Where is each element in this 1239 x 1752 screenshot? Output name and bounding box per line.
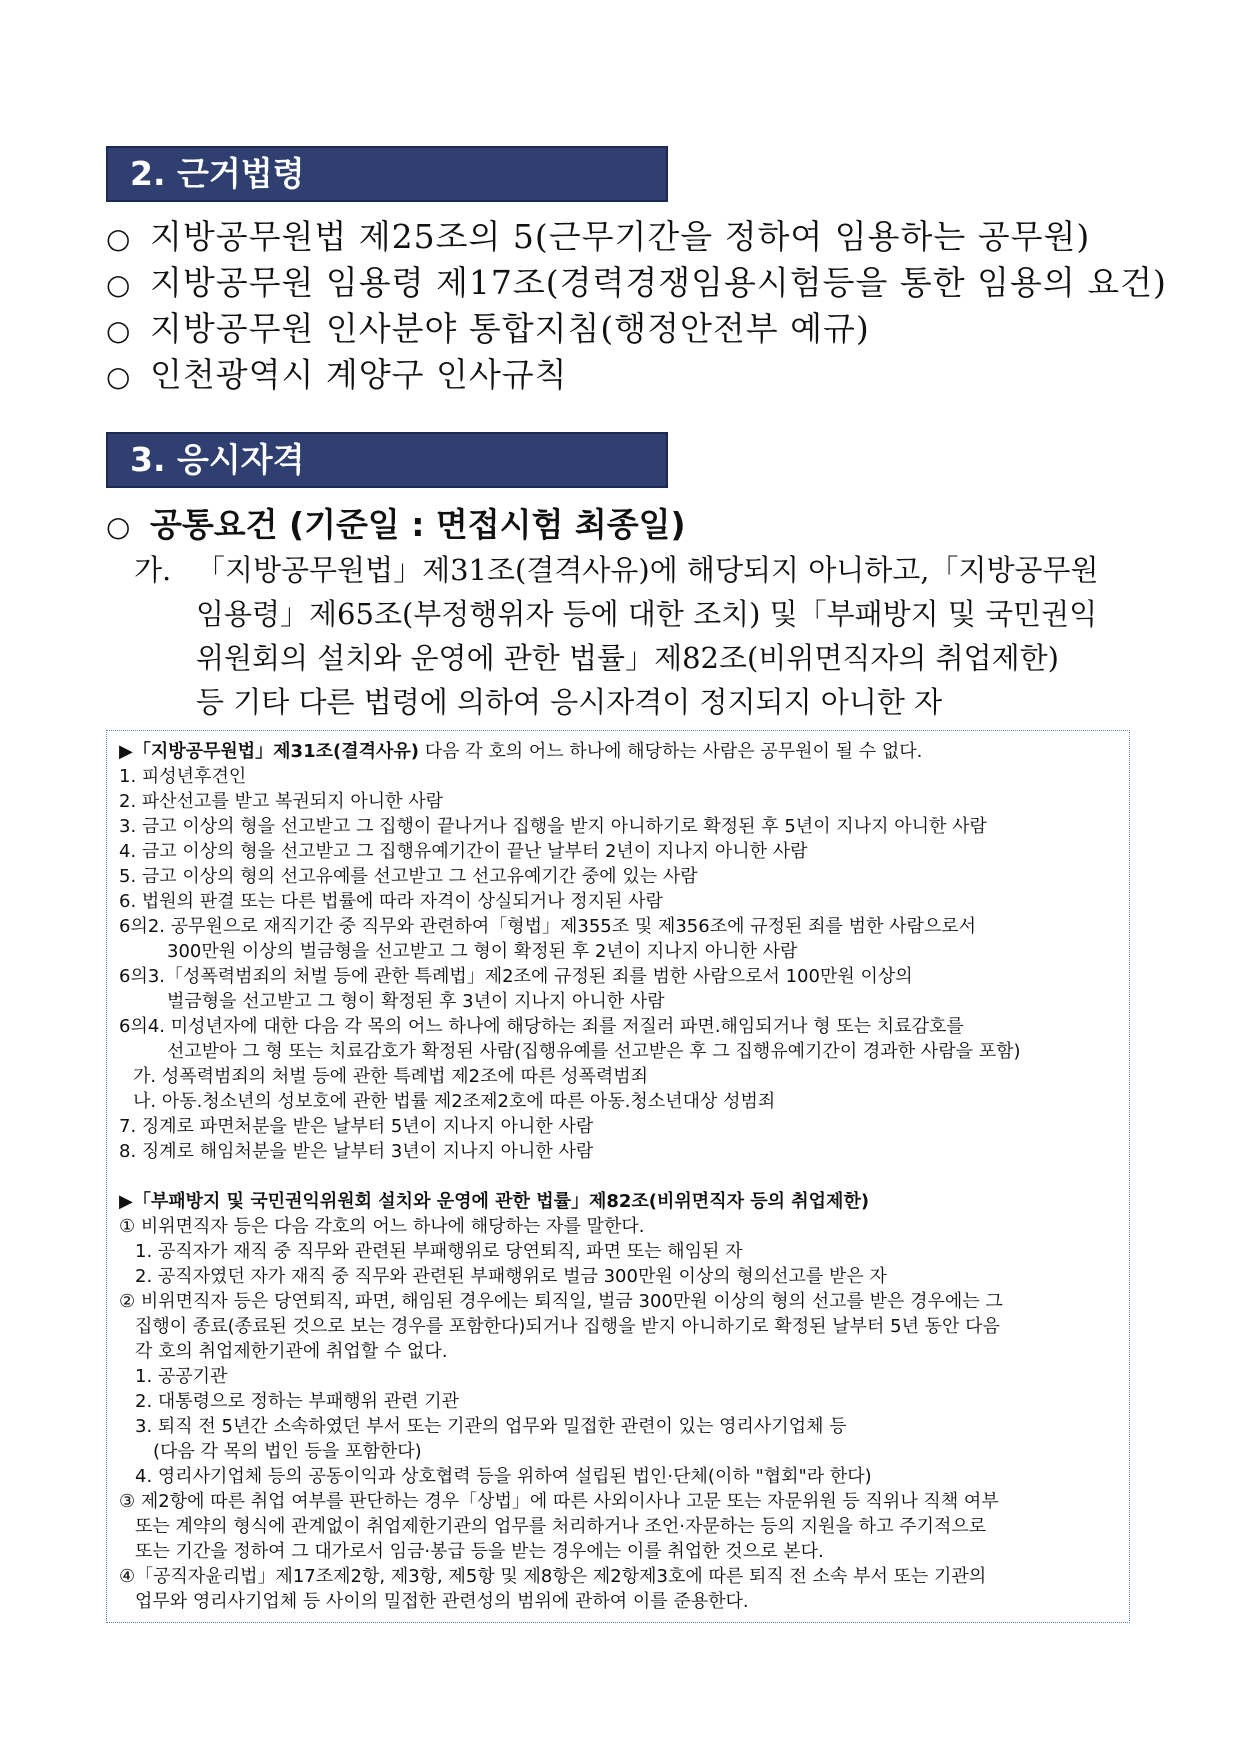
circle-bullet-icon: ○ (106, 222, 132, 255)
requirement-text-line: 등 기타 다른 법령에 의하여 응시자격이 정지되지 아니한 자 (196, 685, 943, 719)
art82-item: 2. 대통령으로 정하는 부패행위 관련 기관 (135, 1391, 459, 1412)
art82-item: 또는 기간을 정하여 그 대가로서 임금·봉급 등을 받는 경우에는 이를 취업한 것으로 본다. (135, 1541, 824, 1562)
reference-box (106, 730, 1130, 1623)
circle-bullet-icon: ○ (106, 268, 132, 301)
section-2-header: 2. 근거법령 (106, 146, 668, 202)
art31-item: 6. 법원의 판결 또는 다른 법률에 따라 자격이 상실되거나 정지된 사람 (119, 891, 663, 912)
law-item: ○ 지방공무원 임용령 제17조(경력경쟁임용시험등을 통한 임용의 요건) (106, 260, 1186, 308)
art82-item: 집행이 종료(종료된 것으로 보는 경우를 포함한다)되거나 집행을 받지 아니하기로 확정된 날부터 5년 동안 다음 (135, 1316, 1000, 1337)
circle-bullet-icon: ○ (106, 314, 132, 347)
art82-item: ③ 제2항에 따른 취업 여부를 판단하는 경우「상법」에 따른 사외이사나 고문 또는 자문위원 등 직위나 직책 여부 (119, 1491, 999, 1512)
art82-item: (다음 각 목의 법인 등을 포함한다) (153, 1441, 422, 1462)
art31-item: 6의2. 공무원으로 재직기간 중 직무와 관련하여「형법」제355조 및 제356조에 규정된 죄를 범한 사람으로서 (119, 916, 977, 937)
requirement-text-line: 「지방공무원법」제31조(결격사유)에 해당되지 아니하고,「지방공무원 (196, 553, 1099, 587)
art31-item: 가. 성폭력범죄의 처벌 등에 관한 특례법 제2조에 따른 성폭력범죄 (133, 1066, 649, 1087)
art31-item: 선고받아 그 형 또는 치료감호가 확정된 사람(집행유예를 선고받은 후 그 집행유예기간이 경과한 사람을 포함) (167, 1041, 1021, 1062)
art82-item: 각 호의 취업제한기관에 취업할 수 없다. (135, 1341, 448, 1362)
art31-item: 4. 금고 이상의 형을 선고받고 그 집행유예기간이 끝난 날부터 2년이 지나지 아니한 사람 (119, 841, 808, 862)
art82-item: 1. 공직자가 재직 중 직무와 관련된 부패행위로 당연퇴직, 파면 또는 해임된 자 (135, 1241, 743, 1262)
art82-item: 또는 계약의 형식에 관계없이 취업제한기관의 업무를 처리하거나 조언·자문하는 등의 지원을 하고 주기적으로 (135, 1516, 987, 1537)
requirement-ga (134, 548, 1134, 724)
art82-item: ① 비위면직자 등은 다음 각호의 어느 하나에 해당하는 자를 말한다. (119, 1216, 645, 1237)
common-requirement: ○ 공통요건 (기준일 : 면접시험 최종일) (106, 502, 1186, 550)
circle-bullet-icon: ○ (106, 360, 132, 393)
art31-heading: ▶「지방공무원법」제31조(결격사유) 다음 각 호의 어느 하나에 해당하는 사람은 공무원이 될 수 없다. (119, 741, 923, 762)
art31-item: 나. 아동.청소년의 성보호에 관한 법률 제2조제2호에 따른 아동.청소년대상 성범죄 (133, 1091, 776, 1112)
section-3-header: 3. 응시자격 (106, 432, 668, 488)
art31-item: 벌금형을 선고받고 그 형이 확정된 후 3년이 지나지 아니한 사람 (167, 991, 665, 1012)
art82-item: ② 비위면직자 등은 당연퇴직, 파면, 해임된 경우에는 퇴직일, 벌금 300만원 이상의 형의 선고를 받은 경우에는 그 (119, 1291, 1003, 1312)
law-item: ○ 지방공무원법 제25조의 5(근무기간을 정하여 임용하는 공무원) (106, 214, 1186, 262)
requirement-text-line: 임용령」제65조(부정행위자 등에 대한 조치) 및「부패방지 및 국민권익 (196, 597, 1098, 631)
art31-item: 7. 징계로 파면처분을 받은 날부터 5년이 지나지 아니한 사람 (119, 1116, 594, 1137)
art31-item: 1. 피성년후견인 (119, 766, 247, 787)
art31-item: 6의4. 미성년자에 대한 다음 각 목의 어느 하나에 해당하는 죄를 저질러 파면.해임되거나 형 또는 치료감호를 (119, 1016, 964, 1037)
art31-item: 2. 파산선고를 받고 복권되지 아니한 사람 (119, 791, 443, 812)
art82-item: 업무와 영리사기업체 등 사이의 밀접한 관련성의 범위에 관하여 이를 준용한다. (135, 1591, 749, 1612)
art82-heading: ▶「부패방지 및 국민권익위원회 설치와 운영에 관한 법률」제82조(비위면직자 등의 취업제한) (119, 1191, 870, 1212)
art31-item: 6의3.「성폭력범죄의 처벌 등에 관한 특례법」제2조에 규정된 죄를 범한 사람으로서 100만원 이상의 (119, 966, 913, 987)
art82-item: 2. 공직자였던 자가 재직 중 직무와 관련된 부패행위로 벌금 300만원 이상의 형의선고를 받은 자 (135, 1266, 887, 1287)
requirement-text-line: 위원회의 설치와 운영에 관한 법률」제82조(비위면직자의 취업제한) (196, 641, 1059, 675)
item-label: 가. (134, 553, 172, 587)
art31-item: 5. 금고 이상의 형의 선고유예를 선고받고 그 선고유예기간 중에 있는 사람 (119, 866, 698, 887)
art31-item: 3. 금고 이상의 형을 선고받고 그 집행이 끝나거나 집행을 받지 아니하기로 확정된 후 5년이 지나지 아니한 사람 (119, 816, 987, 837)
art82-item: 4. 영리사기업체 등의 공동이익과 상호협력 등을 위하여 설립된 법인·단체(이하 "협회"라 한다) (135, 1466, 872, 1487)
art31-item: 300만원 이상의 벌금형을 선고받고 그 형이 확정된 후 2년이 지나지 아니한 사람 (167, 941, 798, 962)
art82-item: 3. 퇴직 전 5년간 소속하였던 부서 또는 기관의 업무와 밀접한 관련이 있는 영리사기업체 등 (135, 1416, 847, 1437)
law-item: ○ 인천광역시 계양구 인사규칙 (106, 352, 1186, 400)
circle-bullet-icon: ○ (106, 510, 132, 543)
law-item: ○ 지방공무원 인사분야 통합지침(행정안전부 예규) (106, 306, 1186, 354)
art31-item: 8. 징계로 해임처분을 받은 날부터 3년이 지나지 아니한 사람 (119, 1141, 594, 1162)
art82-item: ④「공직자윤리법」제17조제2항, 제3항, 제5항 및 제8항은 제2항제3호에 따른 퇴직 전 소속 부서 또는 기관의 (119, 1566, 987, 1587)
art82-item: 1. 공공기관 (135, 1366, 228, 1387)
